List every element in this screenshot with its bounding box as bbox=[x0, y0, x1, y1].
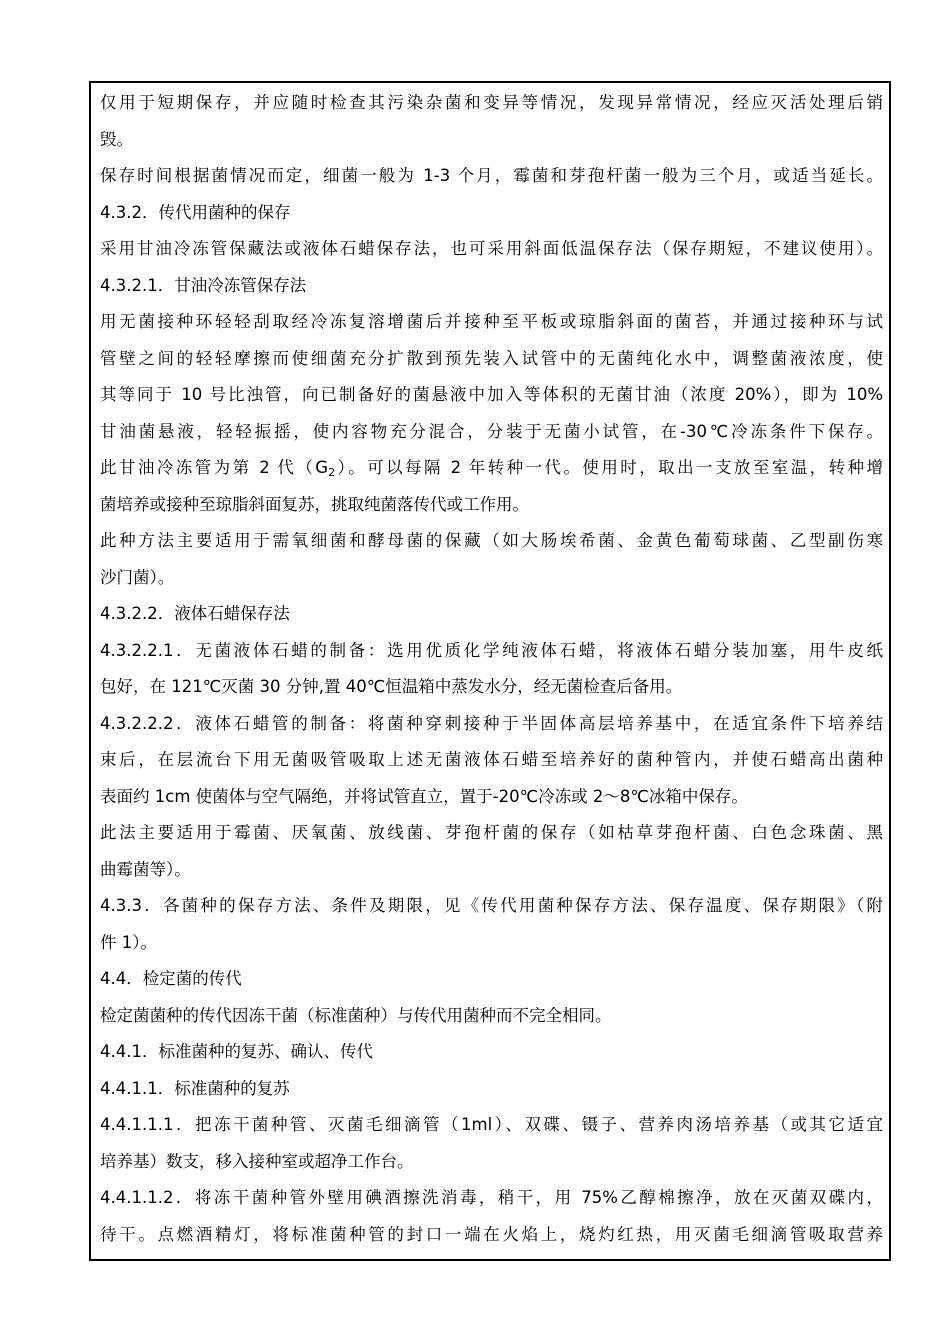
text-line: 管壁之间的轻轻摩擦而使细菌充分扩散到预先装入试管中的无菌纯化水中，调整菌液浓度，使 bbox=[100, 348, 883, 368]
text-line: 4.4.1.1．标准菌种的复苏 bbox=[100, 1078, 290, 1098]
text-line: 甘油菌悬液，轻轻振摇，使内容物充分混合，分装于无菌小试管，在-30℃冷冻条件下保存。 bbox=[100, 421, 883, 441]
document-body bbox=[100, 85, 883, 1253]
text-line: 4.3.2.2．液体石蜡保存法 bbox=[100, 604, 290, 623]
text-line: 采用甘油冷冻管保藏法或液体石蜡保存法，也可采用斜面低温保存法（保存期短，不建议使用）。 bbox=[100, 239, 883, 258]
text-line: 4.3.2.2.1．无菌液体石蜡的制备：选用优质化学纯液体石蜡，将液体石蜡分装加塞，用牛皮纸 bbox=[100, 640, 883, 660]
text-line: 毁。 bbox=[100, 129, 133, 149]
text-line: 4.3.3．各菌种的保存方法、条件及期限，见《传代用菌种保存方法、保存温度、保存期限》（附 bbox=[100, 896, 883, 915]
text-line: 待干。点燃酒精灯，将标准菌种管的封口一端在火焰上，烧灼红热，用灭菌毛细滴管吸取营养 bbox=[100, 1224, 883, 1244]
text-line: 其等同于 10 号比浊管，向已制备好的菌悬液中加入等体积的无菌甘油（浓度 20%），即为 10% bbox=[100, 385, 883, 404]
text-line: 菌培养或接种至琼脂斜面复苏，挑取纯菌落传代或工作用。 bbox=[100, 494, 529, 514]
text-line: 沙门菌）。 bbox=[100, 567, 175, 587]
text-line: 用无菌接种环轻轻刮取经冷冻复溶增菌后并接种至平板或琼脂斜面的菌苔，并通过接种环与试 bbox=[100, 312, 883, 331]
text-line: 束后，在层流台下用无菌吸管吸取上述无菌液体石蜡至培养好的菌种管内，并使石蜡高出菌种 bbox=[100, 750, 883, 769]
text-line: 4.3.2.1．甘油冷冻管保存法 bbox=[100, 275, 307, 295]
text-line: 此种方法主要适用于需氧细菌和酵母菌的保藏（如大肠埃希菌、金黄色葡萄球菌、乙型副伤寒 bbox=[100, 531, 883, 550]
text-line: 此甘油冷冻管为第 2 代$(G_2)$。可以每隔 2 年转种一代。使用时，取出一支放至室温，转种增 bbox=[100, 458, 883, 479]
text-line: 包好，在 121℃灭菌 30 分钟,置 40℃恒温箱中蒸发水分，经无菌检查后备用。 bbox=[100, 677, 683, 696]
text-line: 此法主要适用于霉菌、厌氧菌、放线菌、芽孢杆菌的保存（如枯草芽孢杆菌、白色念珠菌、黑 bbox=[100, 823, 883, 842]
text-line: 检定菌菌种的传代因冻干菌（标准菌种）与传代用菌种而不完全相同。 bbox=[100, 1005, 612, 1025]
text-line: 培养基）数支，移入接种室或超净工作台。 bbox=[100, 1151, 414, 1171]
text-line: 4.3.2.2.2．液体石蜡管的制备：将菌种穿刺接种于半固体高层培养基中，在适宜条件下培养结 bbox=[100, 713, 883, 733]
text-line: 4.4.1.1.1．把冻干菌种管、灭菌毛细滴管（1ml）、双碟、镊子、营养肉汤培养基（或其它适宜 bbox=[100, 1115, 883, 1134]
text-line: 曲霉菌等）。 bbox=[100, 859, 191, 879]
text-line: 4.4．检定菌的传代 bbox=[100, 969, 242, 988]
text-line: 4.4.1．标准菌种的复苏、确认、传代 bbox=[100, 1042, 373, 1061]
subscript: 2 bbox=[328, 466, 336, 479]
text-line: 4.4.1.1.2．将冻干菌种管外壁用碘酒擦洗消毒，稍干，用 75%乙醇棉擦净，放在灭菌双碟内， bbox=[100, 1188, 883, 1207]
text-line: 表面约 1cm 使菌体与空气隔绝，并将试管直立，置于-20℃冷冻或 2～8℃冰箱中保存。 bbox=[100, 786, 748, 806]
text-line: 4.3.2．传代用菌种的保存 bbox=[100, 202, 291, 222]
text-line: 仅用于短期保存，并应随时检查其污染杂菌和变异等情况，发现异常情况，经应灭活处理后销 bbox=[100, 93, 883, 112]
document-frame bbox=[89, 81, 891, 1261]
text-line: 保存时间根据菌情况而定，细菌一般为 1-3 个月，霉菌和芽孢杆菌一般为三个月，或适当延长。 bbox=[100, 166, 883, 185]
text-line: 件 1）。 bbox=[100, 932, 157, 952]
